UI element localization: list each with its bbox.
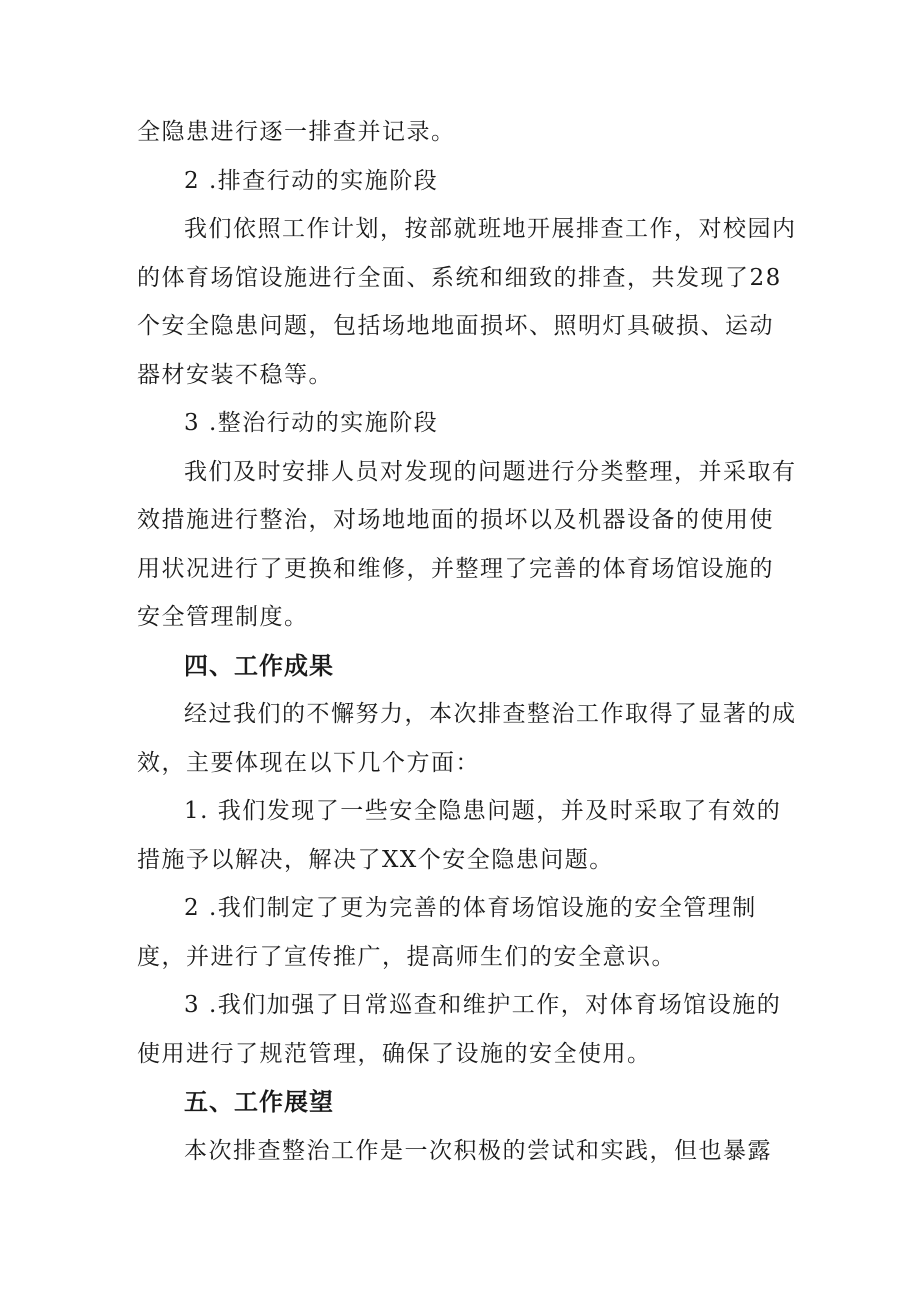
paragraph-outlook: 本次排查整治工作是一次积极的尝试和实践，但也暴露	[184, 1137, 772, 1164]
list-item-result-2: 2 .我们制定了更为完善的体育场馆设施的安全管理制度，并进行了宣传推广，提高师生们的安全意识。	[137, 895, 757, 970]
section-heading-results: 四、工作成果	[184, 651, 334, 680]
subheading-rectification-phase: 3 .整治行动的实施阶段	[184, 410, 439, 436]
paragraph-continued: 全隐患进行逐一排查并记录。	[137, 119, 456, 145]
paragraph-rectification: 我们及时安排人员对发现的问题进行分类整理，并采取有效措施进行整治，对场地地面的损坏以及机器设备的使用使用状况进行了更换和维修，并整理了完善的体育场馆设施的安全管理制度。	[137, 458, 797, 630]
subheading-inspection-phase: 2 .排查行动的实施阶段	[184, 167, 439, 194]
list-item-result-3: 3 .我们加强了日常巡查和维护工作，对体育场馆设施的使用进行了规范管理，确保了设施的安全使用。	[137, 992, 782, 1067]
paragraph-inspection: 我们依照工作计划，按部就班地开展排查工作，对校园内的体育场馆设施进行全面、系统和细致的排查，共发现了28个安全隐患问题，包括场地地面损坏、照明灯具破损、运动器材安装不稳等。	[137, 216, 797, 388]
document-body	[137, 108, 797, 1175]
paragraph-results-intro: 经过我们的不懈努力，本次排查整治工作取得了显著的成效，主要体现在以下几个方面：	[137, 701, 797, 776]
list-item-result-1: 1. 我们发现了一些安全隐患问题，并及时采取了有效的措施予以解决，解决了XX个安全隐患问题。	[137, 798, 782, 873]
section-heading-outlook: 五、工作展望	[184, 1088, 334, 1116]
